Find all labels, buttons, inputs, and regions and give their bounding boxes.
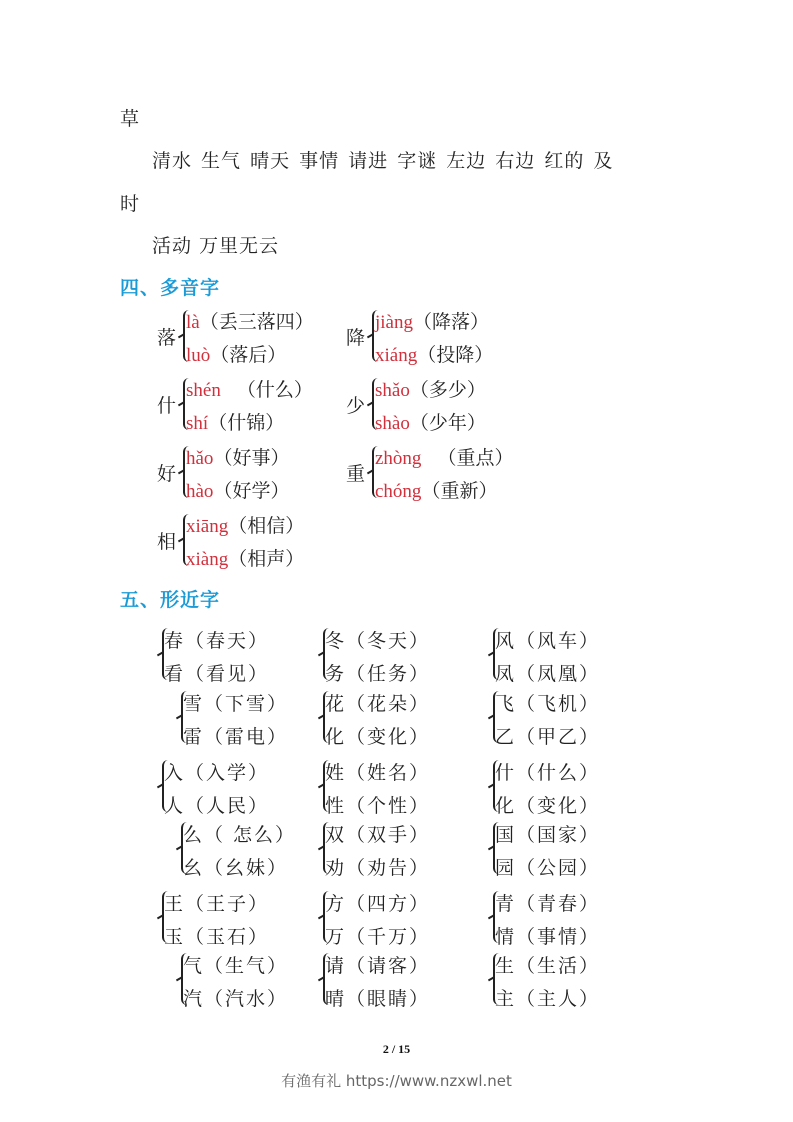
pair-item: 幺（幺妹） [183, 857, 289, 879]
example-word: （丢三落四） [199, 311, 314, 333]
pair-item: 花（花朵） [325, 693, 431, 715]
example-word: （好学） [213, 480, 290, 502]
intro-line-2: 清水 生气 晴天 事情 请进 字谜 左边 右边 红的 及 [152, 150, 614, 172]
pinyin: shén [186, 380, 221, 401]
pair-item: 入（入学） [164, 762, 270, 784]
pair-item: 雷（雷电） [183, 726, 289, 748]
pair-item: 青（青春） [495, 893, 601, 915]
page-number: 2 / 15 [382, 1042, 411, 1056]
example-word: （什么） [230, 379, 313, 401]
group-char: 什 [157, 395, 177, 417]
example-word: （相信） [228, 515, 305, 537]
example-word: （重点） [431, 447, 514, 469]
pair-item: 情（事情） [495, 926, 601, 948]
example-word: （相声） [228, 548, 305, 570]
pinyin: hǎo [186, 448, 214, 469]
pair-item: 化（变化） [325, 726, 431, 748]
pinyin: xiàng [186, 549, 229, 570]
pair-item: 雪（下雪） [183, 693, 289, 715]
pair-item: 人（人民） [164, 795, 270, 817]
pair-item: 务（任务） [325, 663, 431, 685]
pair-item: 气（生气） [183, 955, 289, 977]
pinyin: shí [186, 413, 209, 434]
intro-line-4: 活动 万里无云 [152, 235, 280, 257]
pinyin: xiáng [375, 345, 418, 366]
pinyin: xiāng [186, 516, 229, 537]
example-word: （重新） [421, 480, 498, 502]
pinyin: chóng [375, 481, 422, 502]
pair-item: 看（看见） [164, 663, 270, 685]
pair-item: 国（国家） [495, 824, 601, 846]
example-word: （什锦） [208, 412, 285, 434]
pinyin: luò [186, 345, 211, 366]
pair-item: 方（四方） [325, 893, 431, 915]
pair-item: 么（ 怎么） [183, 824, 297, 846]
group-char: 落 [157, 327, 177, 349]
pair-item: 汽（汽水） [183, 988, 289, 1010]
pinyin: shǎo [375, 380, 410, 401]
pinyin: là [186, 312, 200, 333]
pair-item: 飞（飞机） [495, 693, 601, 715]
pinyin: zhòng [375, 448, 422, 469]
example-word: （多少） [409, 379, 486, 401]
group-char: 相 [157, 531, 177, 553]
pinyin: shào [375, 413, 410, 434]
group-char: 降 [346, 327, 366, 349]
pair-item: 冬（冬天） [325, 630, 431, 652]
watermark: 有渔有礼 https://www.nzxwl.net [281, 1072, 512, 1090]
group-char: 重 [346, 463, 366, 485]
example-word: （落后） [210, 344, 287, 366]
group-char: 少 [346, 395, 366, 417]
example-word: （少年） [409, 412, 486, 434]
intro-line-3: 时 [120, 193, 141, 215]
pair-item: 春（春天） [164, 630, 270, 652]
intro-line-1: 草 [120, 108, 141, 130]
example-word: （投降） [417, 344, 494, 366]
pair-item: 劝（劝告） [325, 857, 431, 879]
pair-item: 主（主人） [495, 988, 601, 1010]
pair-item: 万（千万） [325, 926, 431, 948]
group-char: 好 [157, 463, 177, 485]
example-word: （降落） [413, 311, 490, 333]
pair-item: 请（请客） [325, 955, 431, 977]
pair-item: 双（双手） [325, 824, 431, 846]
pair-item: 晴（眼睛） [325, 988, 431, 1010]
pair-item: 化（变化） [495, 795, 601, 817]
pinyin: jiàng [375, 312, 413, 333]
pair-item: 凤（凤凰） [495, 663, 601, 685]
pair-item: 什（什么） [495, 762, 601, 784]
pair-item: 性（个性） [325, 795, 431, 817]
pair-item: 玉（玉石） [164, 926, 270, 948]
pair-item: 王（王子） [164, 893, 270, 915]
section-heading-similar-chars: 五、形近字 [120, 589, 221, 611]
pair-item: 生（生活） [495, 955, 601, 977]
pair-item: 风（风车） [495, 630, 601, 652]
pinyin: hào [186, 481, 214, 502]
pair-item: 园（公园） [495, 857, 601, 879]
pair-item: 姓（姓名） [325, 762, 431, 784]
pair-item: 乙（甲乙） [495, 726, 601, 748]
example-word: （好事） [213, 447, 290, 469]
section-heading-polyphonic: 四、多音字 [120, 277, 221, 299]
